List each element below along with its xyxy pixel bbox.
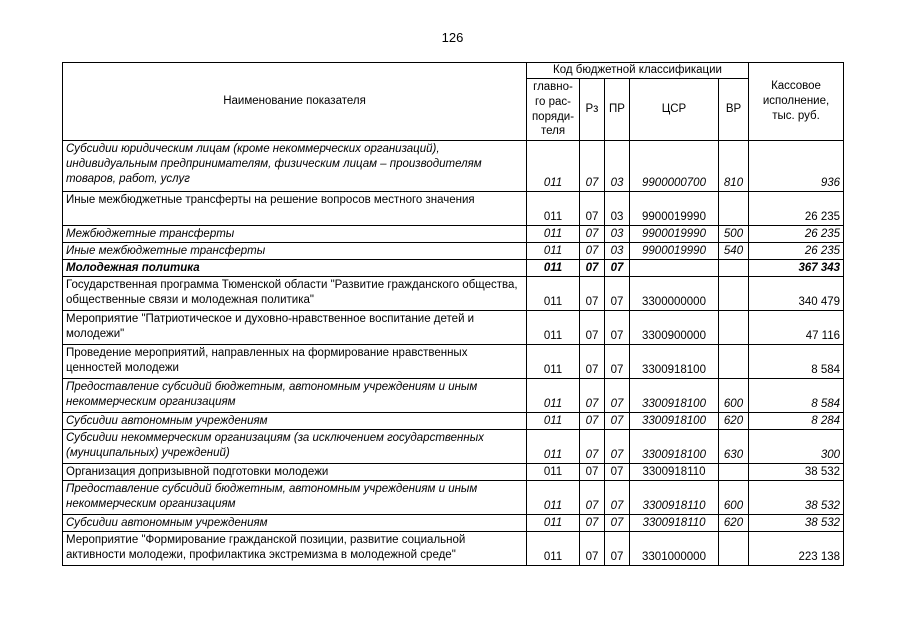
- row-amount: 26 235: [749, 192, 844, 226]
- row-csr: 9900019990: [630, 226, 719, 243]
- row-glavn: 011: [527, 311, 580, 345]
- row-pr: 07: [605, 277, 630, 311]
- row-csr: 3300918100: [630, 379, 719, 413]
- row-pr: 07: [605, 311, 630, 345]
- row-amount: 936: [749, 141, 844, 192]
- header-pr: ПР: [605, 79, 630, 141]
- row-csr: 3300918100: [630, 345, 719, 379]
- row-amount: 340 479: [749, 277, 844, 311]
- row-name: Организация допризывной подготовки молодежи: [63, 464, 527, 481]
- row-vr: [719, 464, 749, 481]
- table-row: [63, 413, 844, 430]
- row-amount: 367 343: [749, 260, 844, 277]
- row-glavn: 011: [527, 226, 580, 243]
- table-row: [63, 192, 844, 226]
- row-name: Проведение мероприятий, направленных на формирование нравственных ценностей молодежи: [63, 345, 527, 379]
- row-vr: [719, 192, 749, 226]
- row-pr: 03: [605, 192, 630, 226]
- row-csr: 9900000700: [630, 141, 719, 192]
- row-vr: 620: [719, 413, 749, 430]
- row-pr: 07: [605, 379, 630, 413]
- row-vr: 540: [719, 243, 749, 260]
- row-amount: 8 284: [749, 413, 844, 430]
- row-amount: 300: [749, 430, 844, 464]
- row-name: Субсидии некоммерческим организациям (за исключением государственных (муниципальных) учреждений): [63, 430, 527, 464]
- header-csr: ЦСР: [630, 79, 719, 141]
- row-name: Субсидии автономным учреждениям: [63, 515, 527, 532]
- row-csr: 3300918110: [630, 481, 719, 515]
- row-name: Мероприятие "Патриотическое и духовно-нравственное воспитание детей и молодежи": [63, 311, 527, 345]
- table-row: [63, 141, 844, 192]
- row-pr: 07: [605, 430, 630, 464]
- row-pr: 07: [605, 413, 630, 430]
- row-glavn: 011: [527, 260, 580, 277]
- row-vr: 600: [719, 379, 749, 413]
- table-row: [63, 481, 844, 515]
- header-code-group: Код бюджетной классификации: [527, 63, 749, 79]
- row-vr: [719, 277, 749, 311]
- row-name: Предоставление субсидий бюджетным, автономным учреждениям и иным некоммерческим организациям: [63, 379, 527, 413]
- row-csr: [630, 260, 719, 277]
- row-rz: 07: [580, 277, 605, 311]
- row-rz: 07: [580, 260, 605, 277]
- page-number: 126: [441, 30, 464, 45]
- row-vr: 620: [719, 515, 749, 532]
- header-rz: Рз: [580, 79, 605, 141]
- row-amount: 26 235: [749, 226, 844, 243]
- table-row: [63, 260, 844, 277]
- row-glavn: 011: [527, 243, 580, 260]
- row-rz: 07: [580, 226, 605, 243]
- row-glavn: 011: [527, 430, 580, 464]
- row-name: Предоставление субсидий бюджетным, автономным учреждениям и иным некоммерческим организациям: [63, 481, 527, 515]
- row-csr: 9900019990: [630, 192, 719, 226]
- row-amount: 8 584: [749, 379, 844, 413]
- row-glavn: 011: [527, 141, 580, 192]
- table-row: [63, 515, 844, 532]
- row-rz: 07: [580, 311, 605, 345]
- row-vr: 600: [719, 481, 749, 515]
- row-csr: 3300918100: [630, 430, 719, 464]
- header-amount: Кассовое исполнение, тыс. руб.: [749, 63, 844, 141]
- table-row: [63, 243, 844, 260]
- row-glavn: 011: [527, 464, 580, 481]
- row-pr: 07: [605, 260, 630, 277]
- header-name: Наименование показателя: [63, 63, 527, 141]
- row-amount: 38 532: [749, 515, 844, 532]
- row-pr: 07: [605, 515, 630, 532]
- table-row: [63, 226, 844, 243]
- table-row: [63, 345, 844, 379]
- row-rz: 07: [580, 192, 605, 226]
- row-amount: 38 532: [749, 464, 844, 481]
- row-pr: 07: [605, 532, 630, 566]
- table-body: [63, 141, 844, 566]
- row-pr: 07: [605, 481, 630, 515]
- table-row: [63, 430, 844, 464]
- row-rz: 07: [580, 464, 605, 481]
- row-csr: 3300918100: [630, 413, 719, 430]
- row-name: Мероприятие "Формирование гражданской позиции, развитие социальной активности молодежи, профилактика экстремизма в молодежной среде": [63, 532, 527, 566]
- row-rz: 07: [580, 515, 605, 532]
- row-rz: 07: [580, 413, 605, 430]
- row-glavn: 011: [527, 277, 580, 311]
- row-csr: 3301000000: [630, 532, 719, 566]
- row-rz: 07: [580, 532, 605, 566]
- header-vr: ВР: [719, 79, 749, 141]
- table-row: [63, 464, 844, 481]
- row-rz: 07: [580, 430, 605, 464]
- table-row: [63, 277, 844, 311]
- row-csr: 3300000000: [630, 277, 719, 311]
- row-glavn: 011: [527, 379, 580, 413]
- table-row: [63, 532, 844, 566]
- row-pr: 03: [605, 141, 630, 192]
- row-vr: [719, 311, 749, 345]
- row-rz: 07: [580, 141, 605, 192]
- row-vr: [719, 260, 749, 277]
- row-csr: 9900019990: [630, 243, 719, 260]
- row-glavn: 011: [527, 532, 580, 566]
- row-rz: 07: [580, 345, 605, 379]
- row-name: Субсидии юридическим лицам (кроме некоммерческих организаций), индивидуальным предпринимателям, физическим лицам – производителям товаров, работ, услуг: [63, 141, 527, 192]
- budget-table: [62, 62, 844, 566]
- row-name: Межбюджетные трансферты: [63, 226, 527, 243]
- row-glavn: 011: [527, 481, 580, 515]
- table-row: [63, 311, 844, 345]
- row-amount: 26 235: [749, 243, 844, 260]
- row-vr: 810: [719, 141, 749, 192]
- row-vr: 630: [719, 430, 749, 464]
- row-glavn: 011: [527, 515, 580, 532]
- row-glavn: 011: [527, 345, 580, 379]
- row-rz: 07: [580, 243, 605, 260]
- row-csr: 3300918110: [630, 515, 719, 532]
- row-pr: 03: [605, 243, 630, 260]
- row-pr: 07: [605, 464, 630, 481]
- row-name: Субсидии автономным учреждениям: [63, 413, 527, 430]
- row-pr: 03: [605, 226, 630, 243]
- row-name: Иные межбюджетные трансферты: [63, 243, 527, 260]
- row-amount: 8 584: [749, 345, 844, 379]
- row-rz: 07: [580, 481, 605, 515]
- row-glavn: 011: [527, 413, 580, 430]
- row-name: Государственная программа Тюменской области "Развитие гражданского общества, общественные связи и молодежная политика": [63, 277, 527, 311]
- row-glavn: 011: [527, 192, 580, 226]
- row-csr: 3300918110: [630, 464, 719, 481]
- row-vr: [719, 532, 749, 566]
- row-rz: 07: [580, 379, 605, 413]
- row-name: Молодежная политика: [63, 260, 527, 277]
- row-csr: 3300900000: [630, 311, 719, 345]
- row-pr: 07: [605, 345, 630, 379]
- row-vr: [719, 345, 749, 379]
- header-glavn: главно-го рас-поряди-теля: [527, 79, 580, 141]
- row-amount: 223 138: [749, 532, 844, 566]
- table-row: [63, 379, 844, 413]
- row-name: Иные межбюджетные трансферты на решение вопросов местного значения: [63, 192, 527, 226]
- row-vr: 500: [719, 226, 749, 243]
- row-amount: 38 532: [749, 481, 844, 515]
- row-amount: 47 116: [749, 311, 844, 345]
